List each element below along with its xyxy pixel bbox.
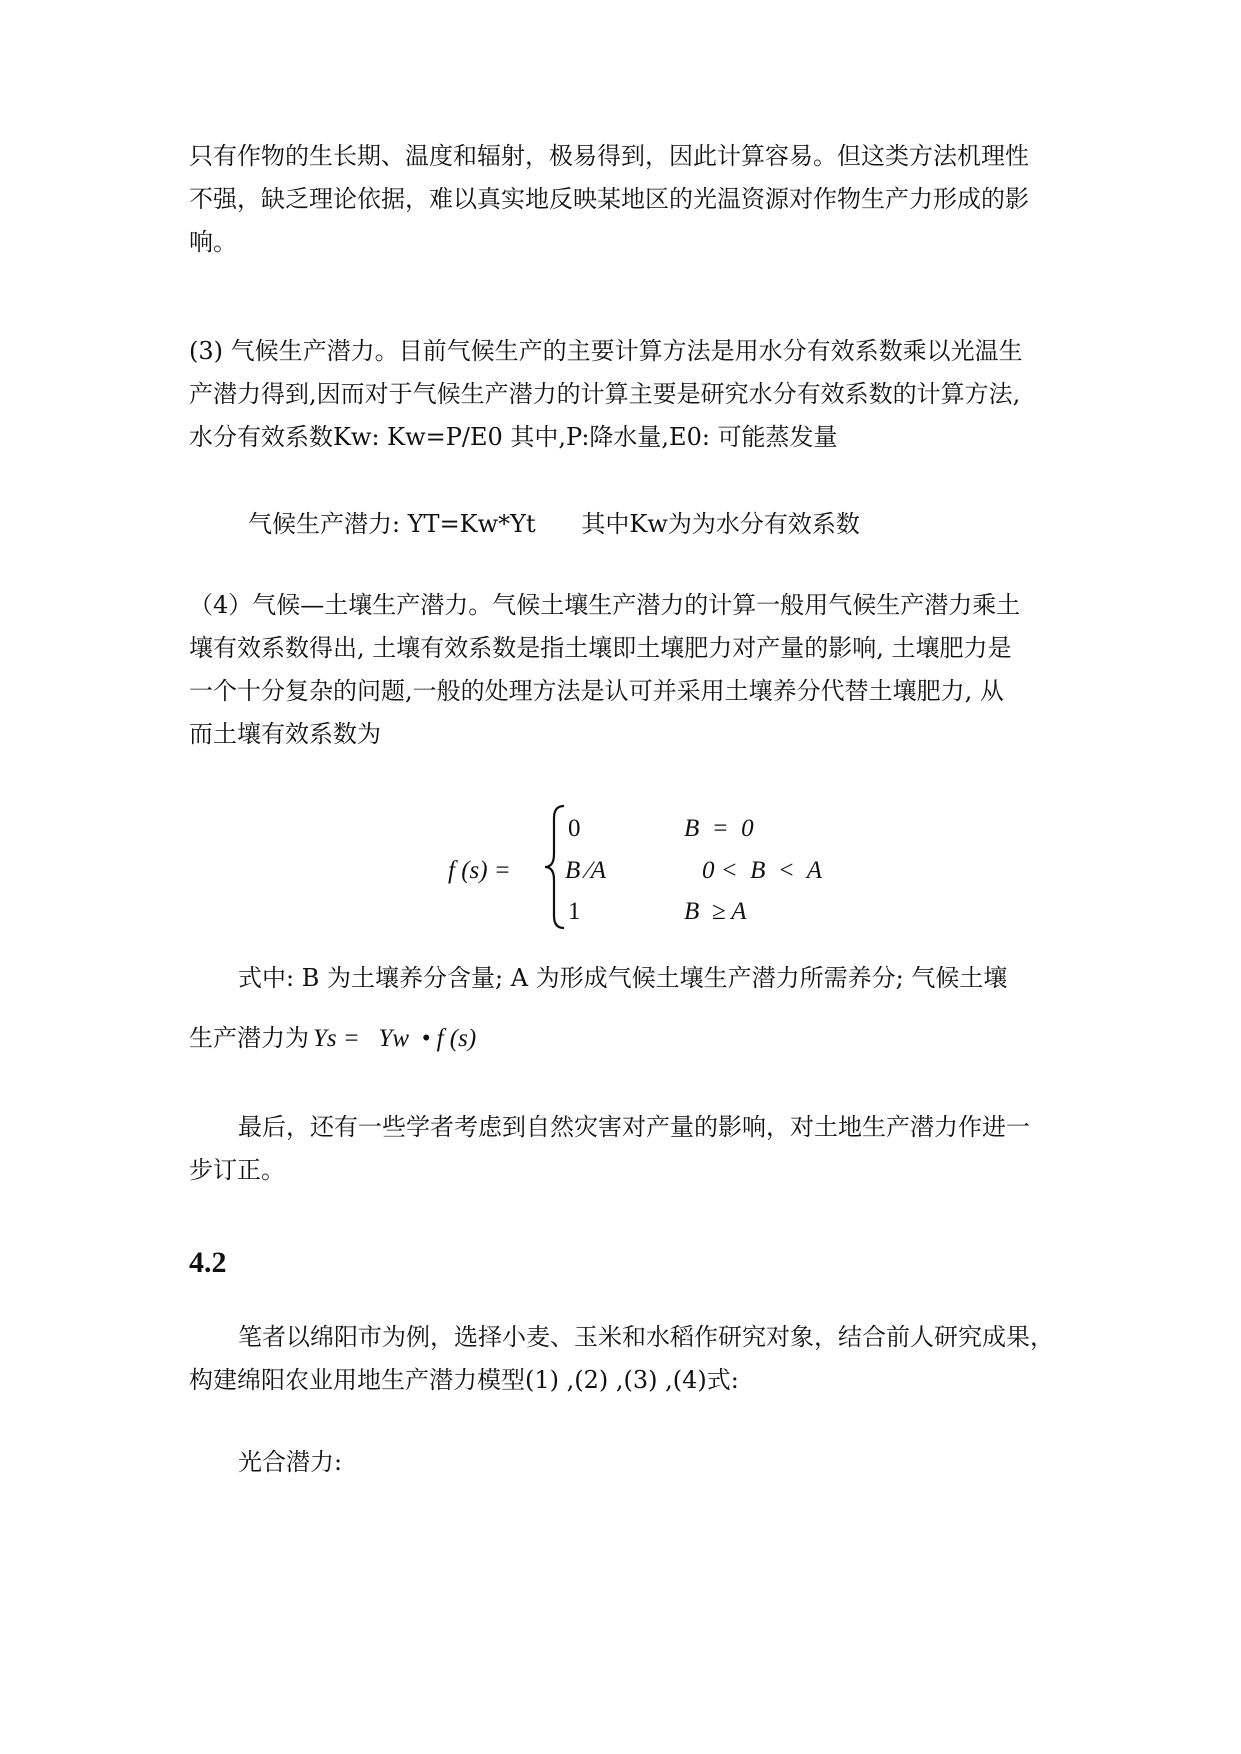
paragraph-7-line-2: 构建绵阳农业用地生产潜力模型(1) ,(2) ,(3) ,(4)式: (189, 1366, 739, 1394)
paragraph-5-text: 生产潜力为 (189, 1024, 309, 1052)
piecewise-formula (440, 800, 840, 940)
case-2-value: B ⁄A (565, 857, 606, 884)
case-1-value: 0 (568, 815, 581, 842)
paragraph-5-line-1: 式中: B 为土壤养分含量; A 为形成气候土壤生产潜力所需养分; 气候土壤 (238, 964, 1008, 992)
paragraph-6-line-1: 最后，还有一些学者考虑到自然灾害对产量的影响，对土地生产潜力作进一 (238, 1113, 1030, 1141)
paragraph-1-line-2: 不强，缺乏理论依据，难以真实地反映某地区的光温资源对作物生产力形成的影 (189, 185, 1029, 213)
inline-formula: Ys = Yw • f (s) (313, 1025, 477, 1052)
paragraph-2-line-1: (3) 气候生产潜力。目前气候生产的主要计算方法是用水分有效系数乘以光温生 (189, 337, 1023, 365)
case-3-value: 1 (568, 898, 581, 925)
paragraph-4-line-1: （4）气候—土壤生产潜力。气候土壤生产潜力的计算一般用气候生产潜力乘土 (189, 591, 1021, 619)
paragraph-8: 光合潜力: (238, 1448, 343, 1476)
paragraph-4-line-3: 一个十分复杂的问题,一般的处理方法是认可并采用土壤养分代替土壤肥力, 从 (189, 677, 1004, 705)
paragraph-2-line-3: 水分有效系数Kw: Kw=P/E0 其中,P:降水量,E0: 可能蒸发量 (189, 423, 838, 451)
case-1-condition: B = 0 (684, 815, 754, 842)
case-3-condition: B ≥ A (684, 898, 747, 925)
paragraph-4-line-4: 而土壤有效系数为 (189, 720, 381, 748)
formula-lhs: f (s) = (448, 857, 511, 884)
paragraph-1-line-3: 响。 (189, 228, 237, 256)
paragraph-4-line-2: 壤有效系数得出, 土壤有效系数是指土壤即土壤肥力对产量的影响, 土壤肥力是 (189, 634, 1012, 662)
paragraph-7-line-1: 笔者以绵阳市为例，选择小麦、玉米和水稻作研究对象，结合前人研究成果， (238, 1323, 1054, 1351)
paragraph-2-line-2: 产潜力得到,因而对于气候生产潜力的计算主要是研究水分有效系数的计算方法, (189, 380, 1021, 408)
paragraph-5-line-2 (189, 1023, 476, 1054)
paragraph-6-line-2: 步订正。 (189, 1156, 285, 1184)
section-heading: 4.2 (189, 1246, 227, 1279)
case-2-condition: 0 < B < A (702, 857, 823, 884)
paragraph-3: 气候生产潜力: YT=Kw*Yt 其中Kw为为水分有效系数 (248, 510, 860, 538)
paragraph-1-line-1: 只有作物的生长期、温度和辐射，极易得到，因此计算容易。但这类方法机理性 (189, 142, 1029, 170)
